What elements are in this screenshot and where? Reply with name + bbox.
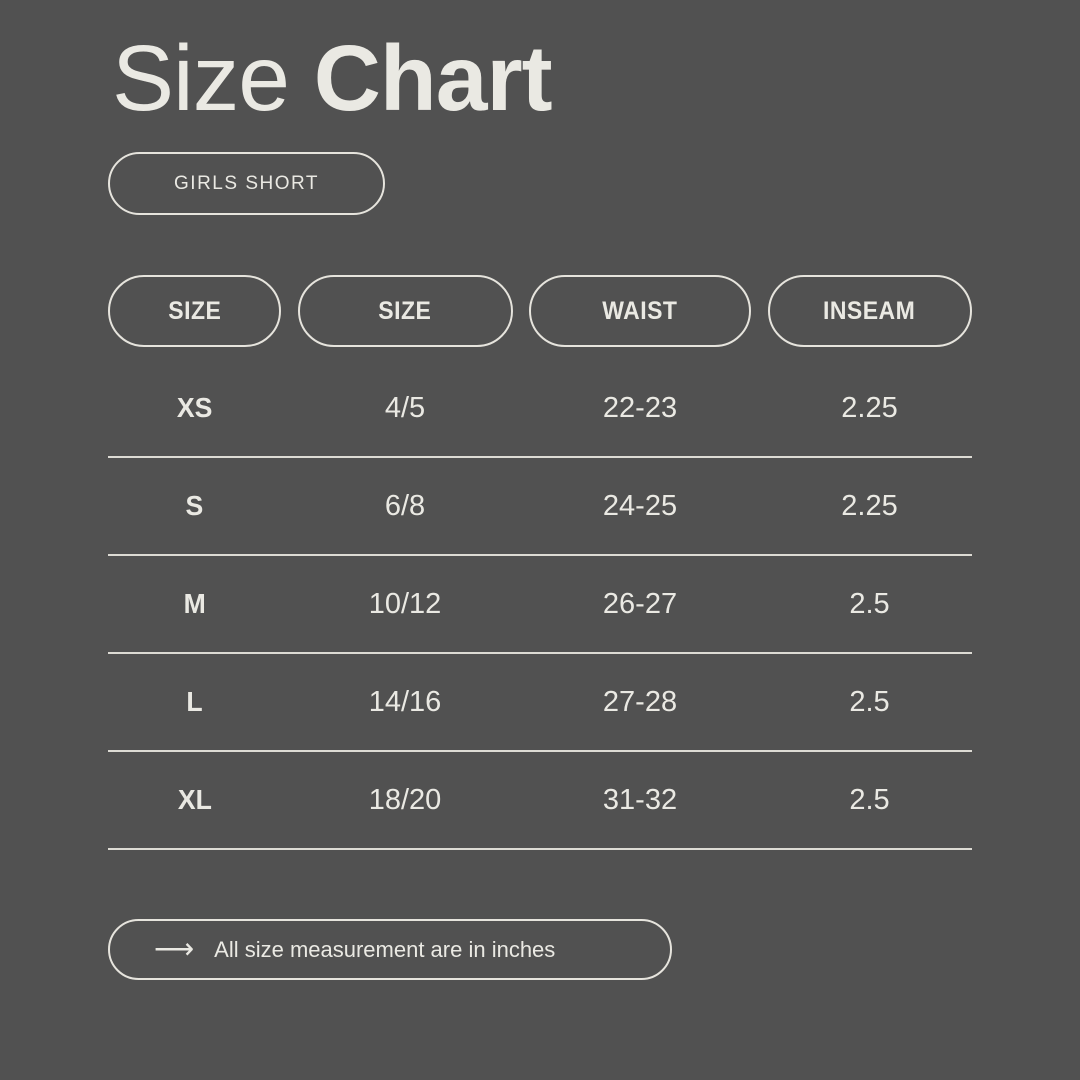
table-row-m bbox=[108, 556, 972, 654]
cell-value: M bbox=[183, 588, 206, 619]
column-header-waist-label: WAIST bbox=[602, 296, 678, 325]
cell-waist: 26-27 bbox=[602, 587, 678, 620]
cell-size-key bbox=[108, 686, 281, 718]
cell-value: L bbox=[186, 686, 203, 717]
cell-size-key bbox=[108, 392, 281, 424]
column-header-size-numeric-label: SIZE bbox=[378, 296, 432, 325]
cell-waist: 31-32 bbox=[602, 783, 678, 816]
table-row-s bbox=[108, 458, 972, 556]
right-arrow-icon: ⟶ bbox=[154, 932, 195, 964]
cell-size-numeric: 6/8 bbox=[384, 489, 426, 522]
cell-inseam: 2.5 bbox=[849, 685, 890, 718]
cell-waist: 22-23 bbox=[602, 391, 678, 424]
category-badge-label: GIRLS SHORT bbox=[174, 172, 319, 194]
cell-inseam: 2.25 bbox=[841, 489, 898, 522]
cell-size-numeric: 10/12 bbox=[368, 587, 442, 620]
page-title-regular: Size bbox=[112, 26, 289, 130]
table-row-xl bbox=[108, 752, 972, 850]
size-table bbox=[108, 275, 972, 850]
column-header-inseam bbox=[768, 275, 972, 347]
cell-waist: 24-25 bbox=[602, 489, 678, 522]
footnote-pill bbox=[108, 919, 672, 980]
column-header-size bbox=[108, 275, 281, 347]
cell-size-key bbox=[108, 784, 281, 816]
cell-value: S bbox=[185, 490, 204, 521]
table-header-row bbox=[108, 275, 972, 347]
column-header-size-label: SIZE bbox=[168, 296, 221, 325]
category-badge bbox=[108, 152, 385, 215]
cell-size-numeric: 14/16 bbox=[368, 685, 442, 718]
column-header-size-numeric bbox=[298, 275, 513, 347]
cell-value: XS bbox=[176, 392, 213, 423]
page-title bbox=[112, 26, 552, 130]
page-title-bold: Chart bbox=[313, 26, 552, 130]
column-header-waist bbox=[529, 275, 751, 347]
cell-size-numeric: 18/20 bbox=[368, 783, 442, 816]
table-row-l bbox=[108, 654, 972, 752]
cell-inseam: 2.5 bbox=[849, 783, 890, 816]
cell-inseam: 2.5 bbox=[849, 587, 890, 620]
table-row-xs bbox=[108, 360, 972, 458]
cell-value: XL bbox=[177, 784, 212, 815]
cell-inseam: 2.25 bbox=[841, 391, 898, 424]
cell-size-key bbox=[108, 588, 281, 620]
footnote-text: All size measurement are in inches bbox=[214, 936, 556, 962]
table-body bbox=[108, 360, 972, 850]
cell-waist: 27-28 bbox=[602, 685, 678, 718]
cell-size-key bbox=[108, 490, 281, 522]
column-header-inseam-label: INSEAM bbox=[823, 296, 916, 325]
cell-size-numeric: 4/5 bbox=[384, 391, 426, 424]
